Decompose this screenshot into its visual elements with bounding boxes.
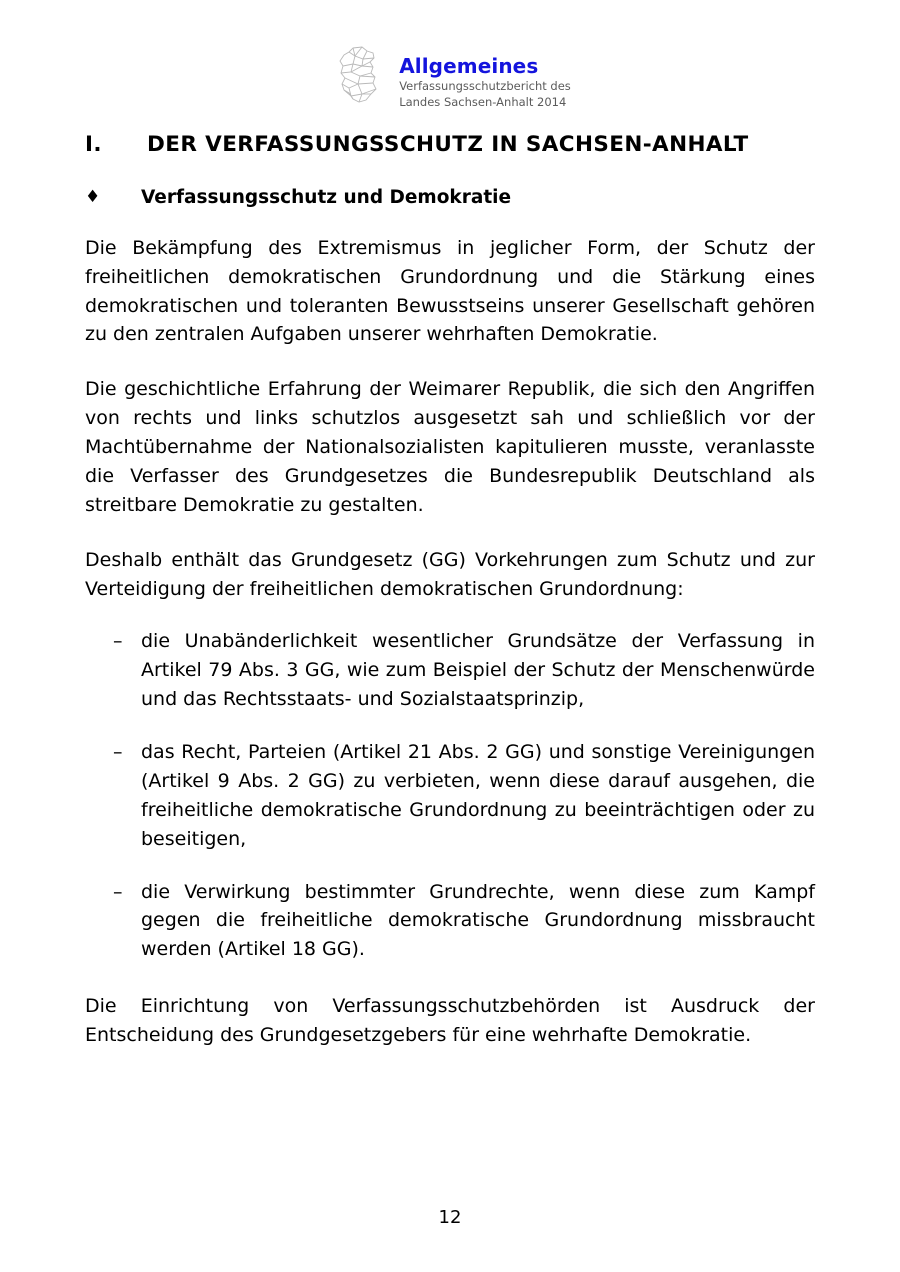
paragraph-1: Die Bekämpfung des Extremismus in jeglicher Form, der Schutz der freiheitlichen demokratischen Grundordnung und die Stärkung eines demokratischen und toleranten Bewusstseins unserer Gesellschaft gehören zu den zentralen Aufgaben unserer wehrhaften Demokratie. bbox=[85, 236, 815, 346]
list-item bbox=[85, 878, 815, 965]
section-heading bbox=[85, 187, 815, 208]
list-dash-icon: – bbox=[113, 741, 123, 763]
list-dash-icon: – bbox=[113, 880, 123, 903]
chapter-title: DER VERFASSUNGSSCHUTZ IN SACHSEN-ANHALT bbox=[147, 131, 749, 157]
provisions-list bbox=[85, 627, 815, 964]
list-item bbox=[85, 738, 815, 854]
list-item-text: das Recht, Parteien (Artikel 21 Abs. 2 GG) und sonstige Vereinigungen (Artikel 9 Abs. 2 GG) zu verbieten, wenn diese darauf ausgehen, die freiheitliche demokratische Grundordnung zu beeinträchtigen oder zu beseitigen, bbox=[141, 741, 815, 850]
list-dash-icon: – bbox=[113, 630, 123, 653]
section-title: Verfassungsschutz und Demokratie bbox=[141, 186, 512, 208]
chapter-heading bbox=[85, 132, 815, 157]
paragraph-3: Deshalb enthält das Grundgesetz (GG) Vorkehrungen zum Schutz und zur Verteidigung der freiheitlichen demokratischen Grundordnung: bbox=[85, 548, 815, 600]
chapter-numeral: I. bbox=[85, 131, 102, 157]
document-content bbox=[85, 110, 815, 1050]
diamond-bullet-icon: ♦ bbox=[85, 186, 101, 207]
closing-paragraph: Die Einrichtung von Verfassungsschutzbehörden ist Ausdruck der Entscheidung des Grundgesetzgebers für eine wehrhafte Demokratie. bbox=[85, 995, 815, 1046]
paragraph-2: Die geschichtliche Erfahrung der Weimarer Republik, die sich den Angriffen von rechts und links schutzlos ausgesetzt sah und schließlich vor der Machtübernahme der Nationalsozialisten kapitulieren musste, veranlasste die Verfasser des Grundgesetzes die Bundesrepublik Deutschland als streitbare Demokratie zu gestalten. bbox=[85, 378, 815, 516]
header-subtitle-line1: Verfassungsschutzbericht des bbox=[399, 79, 571, 93]
page-number: 12 bbox=[438, 1207, 462, 1228]
list-item bbox=[85, 627, 815, 714]
header-text-block bbox=[399, 42, 571, 110]
header-title: Allgemeines bbox=[399, 54, 539, 78]
list-item-text: die Unabänderlichkeit wesentlicher Grundsätze der Verfassung in Artikel 79 Abs. 3 GG, wie zum Beispiel der Schutz der Menschenwürde und das Rechtsstaats- und Sozialstaatsprinzip, bbox=[141, 630, 815, 711]
page-header bbox=[0, 0, 900, 110]
header-subtitle-line2: Landes Sachsen-Anhalt 2014 bbox=[399, 95, 567, 110]
list-item-text: die Verwirkung bestimmter Grundrechte, wenn diese zum Kampf gegen die freiheitliche demokratische Grundordnung missbraucht werden (Artikel 18 GG). bbox=[141, 880, 815, 961]
sachsen-anhalt-map-outline-icon bbox=[329, 44, 391, 106]
